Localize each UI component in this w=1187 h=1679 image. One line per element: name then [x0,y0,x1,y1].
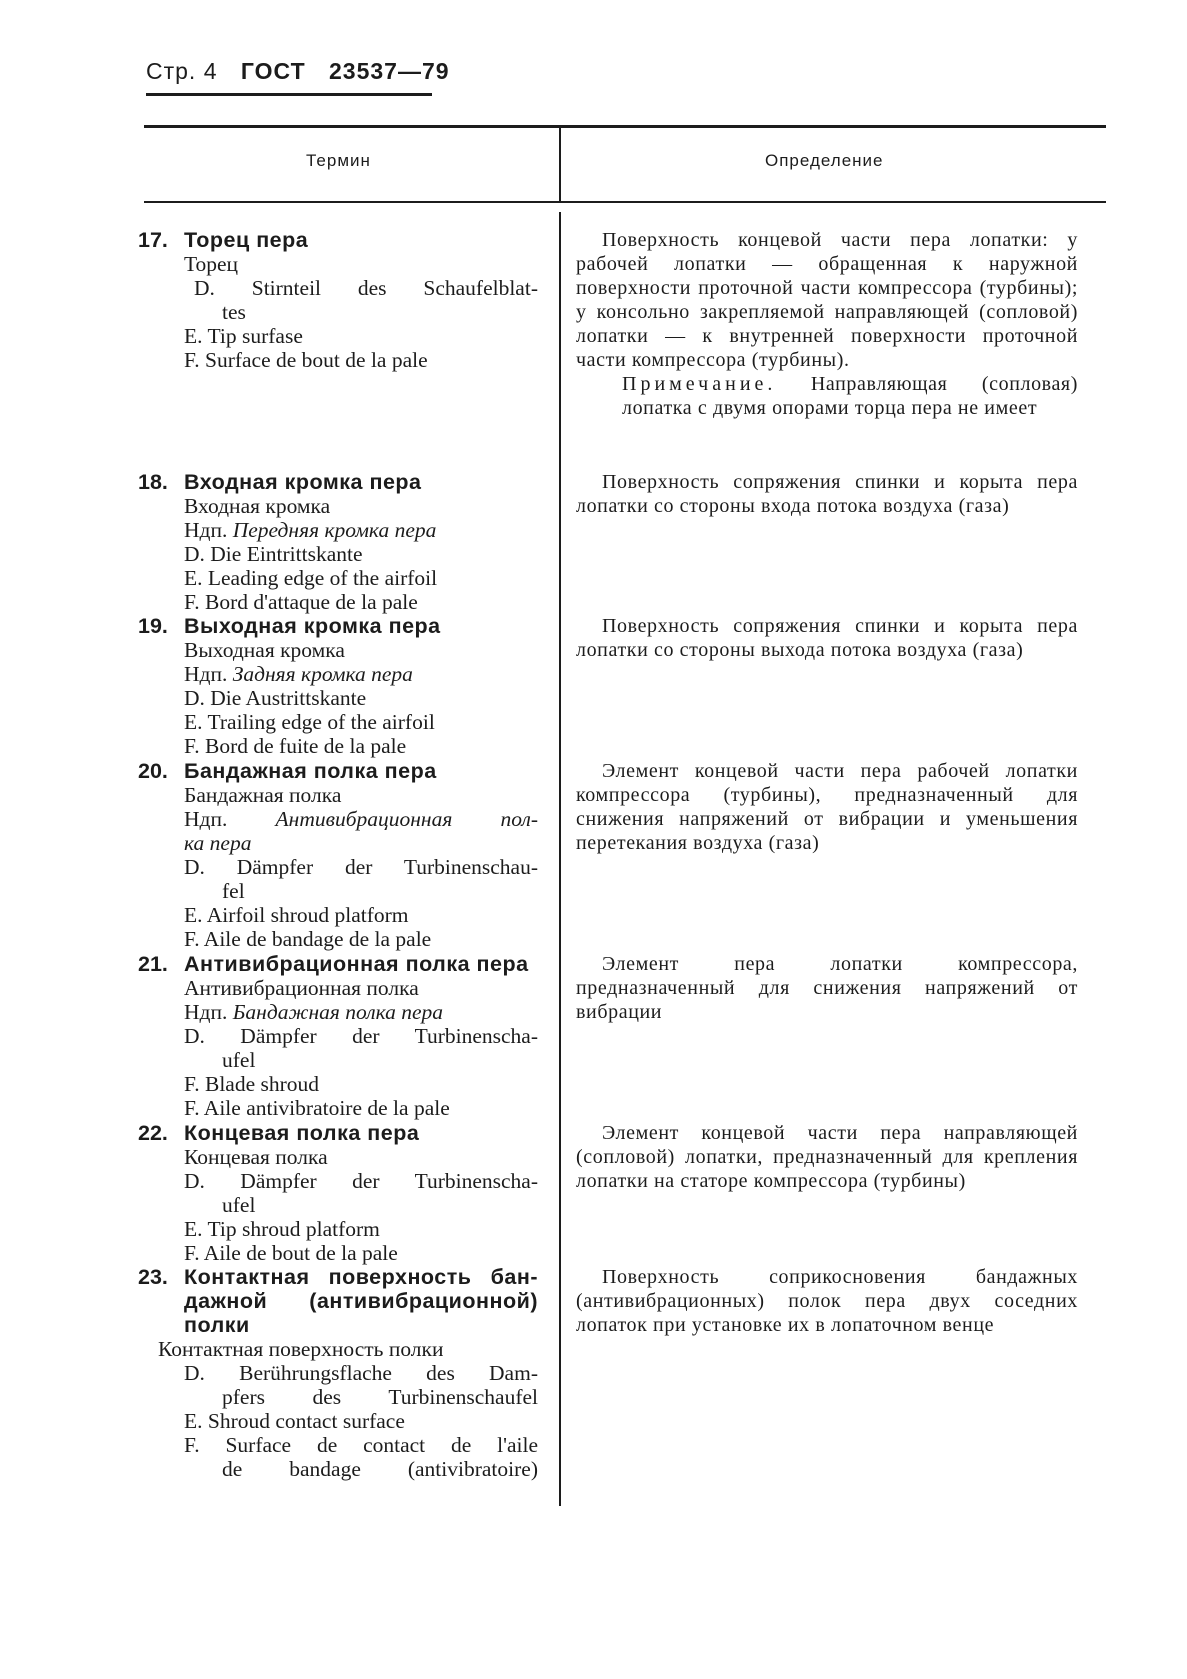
term-french: F. Bord de fuite de la pale [184,734,407,758]
term-number: 19. [138,614,168,638]
term-german-cont: ufel [222,1193,256,1217]
term-english: E. Shroud contact surface [184,1409,405,1433]
term-title: Бандажная полка пера [184,759,437,783]
definition-20 [576,759,1078,855]
body-column-divider [559,212,561,1506]
page-header [146,58,466,85]
term-title: Антивибрационная полка пера [184,952,529,976]
term-entry-19 [138,614,538,758]
term-german-cont: fel [222,879,245,903]
term-entry-20 [138,759,538,951]
term-entry-23 [138,1265,538,1481]
term-english: E. Airfoil shroud platform [184,903,409,927]
term-french: F. Aile antivibratoire de la pale [184,1096,450,1120]
term-short: Антивибрационная полка [184,976,419,1000]
term-german: D. Dämpfer der Turbinenscha- [184,1169,538,1193]
term-english: E. Leading edge of the airfoil [184,566,438,590]
term-french: F. Surface de bout de la pale [184,348,428,372]
ndp-term: Антивибрационная пол- [275,807,538,831]
term-number: 21. [138,952,168,976]
ndp-label: Ндп. [184,807,228,831]
ndp-label: Ндп. [184,518,228,542]
term-number: 18. [138,470,168,494]
page-number: Стр. 4 [146,58,218,84]
term-short: Бандажная полка [184,783,342,807]
term-title: Выходная кромка пера [184,614,441,638]
term-entry-21 [138,952,538,1120]
term-short: Контактная поверхность полки [158,1337,444,1361]
term-number: 17. [138,228,168,252]
definition-23 [576,1265,1078,1337]
term-german: D. Dämpfer der Turbinenschau- [184,855,538,879]
term-entry-17 [138,228,538,372]
note-label: Примечание. [622,373,777,395]
term-french: F. Surface de contact de l'aile [184,1433,538,1457]
note-text: Направляющая (сопловая) лопатка с двумя опорами торца пера не имеет [622,373,1078,419]
definition-text: Элемент концевой части пера рабочей лопатки компрессора (турбины), предназначенный для снижения напряжений от вибрации и уменьшения перетекания воздуха (газа) [576,760,1078,854]
column-header-term: Термин [306,151,371,170]
ndp-term: Задняя кромка пера [232,662,413,686]
standard-number: 23537—79 [329,58,450,84]
term-german: D. Berührungsflache des Dam- [184,1361,538,1385]
term-short: Входная кромка [184,494,331,518]
term-number: 23. [138,1265,168,1289]
term-german: D. Die Austrittskante [184,686,367,710]
term-short: Торец [184,252,239,276]
term-title-cont: дажной (антивибрационной) [184,1289,538,1313]
definition-21 [576,952,1078,1024]
column-header-definition: Определение [765,151,884,170]
term-entry-22 [138,1121,538,1265]
ndp-label: Ндп. [184,662,228,686]
term-english: F. Blade shroud [184,1072,320,1096]
term-title: Контактная поверхность бан- [184,1265,538,1289]
ndp-term: Бандажная полка пера [232,1000,444,1024]
definition-text: Поверхность соприкосновения бандажных (антивибрационных) полок пера двух соседних лопаток при установке их в лопаточном венце [576,1266,1078,1336]
term-german-cont: pfers des Turbinenschaufel [222,1385,538,1409]
definition-text: Элемент концевой части пера направляющей (сопловой) лопатки, предназначенный для крепления лопатки на статоре компрессора (турбины) [576,1122,1078,1192]
term-english: E. Trailing edge of the airfoil [184,710,435,734]
term-german: D. Die Eintrittskante [184,542,363,566]
term-title: Входная кромка пера [184,470,422,494]
term-number: 22. [138,1121,168,1145]
term-short: Выходная кромка [184,638,345,662]
term-english: E. Tip surfase [184,324,303,348]
term-entry-18 [138,470,538,614]
term-french: F. Aile de bandage de la pale [184,927,432,951]
definition-text: Поверхность сопряжения спинки и корыта пера лопатки со стороны выхода потока воздуха (газа) [576,615,1078,661]
definition-18 [576,470,1078,518]
definition-text: Поверхность концевой части пера лопатки: у рабочей лопатки — обращенная к наружной поверхности проточной части компрессора (турбины); у консольно закрепляемой направляющей (сопловой) лопатки — к внутренней поверхности проточной части компрессора (турбины). [576,229,1078,371]
ndp-term-cont: ка пера [184,831,252,855]
definition-text: Поверхность сопряжения спинки и корыта пера лопатки со стороны входа потока воздуха (газа) [576,471,1078,517]
term-short: Концевая полка [184,1145,328,1169]
definition-19 [576,614,1078,662]
table-top-rule [144,125,1106,128]
definition-22 [576,1121,1078,1193]
term-title: Торец пера [184,228,309,252]
term-german: D. Dämpfer der Turbinenscha- [184,1024,538,1048]
header-rule [146,93,432,96]
table-header-rule [144,201,1106,203]
term-german-cont: tes [222,300,246,324]
term-title: Концевая полка пера [184,1121,420,1145]
term-french-cont: de bandage (antivibratoire) [222,1457,538,1481]
term-french: F. Aile de bout de la pale [184,1241,398,1265]
term-title-end: полки [184,1313,250,1337]
term-number: 20. [138,759,168,783]
standard-label: ГОСТ [240,58,306,84]
term-german: D. Stirnteil des Schaufelblat- [194,276,538,300]
ndp-term: Передняя кромка пера [232,518,437,542]
ndp-label: Ндп. [184,1000,228,1024]
term-french: F. Bord d'attaque de la pale [184,590,418,614]
definition-note [576,372,1078,420]
definition-text: Элемент пера лопатки компрессора, предназначенный для снижения напряжений от вибрации [576,953,1078,1023]
definition-17 [576,228,1078,420]
header-column-divider [559,127,561,201]
term-german-cont: ufel [222,1048,256,1072]
term-english: E. Tip shroud platform [184,1217,380,1241]
